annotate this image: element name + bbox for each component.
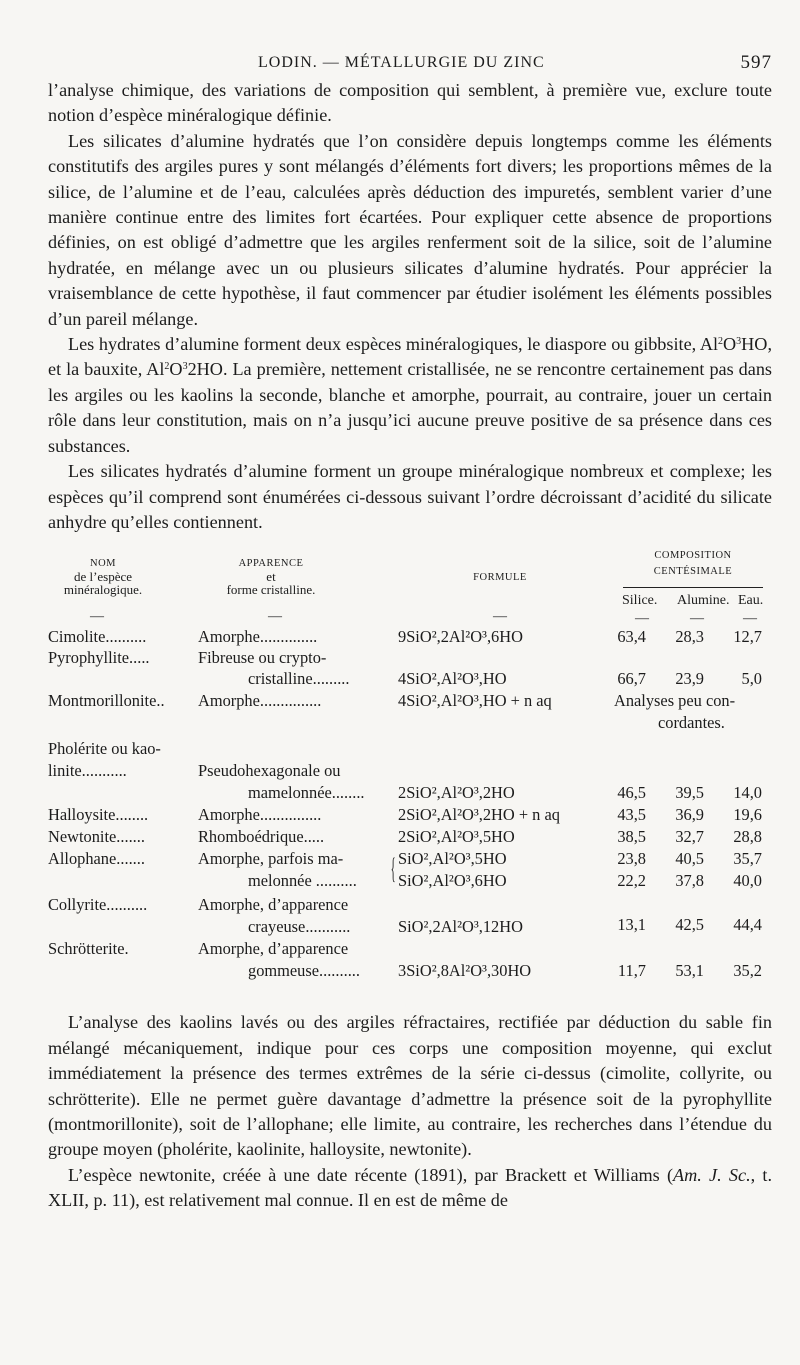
row-apparence: Amorphe............... <box>198 691 322 711</box>
row-formule: 2SiO²,Al²O³,5HO <box>398 827 515 847</box>
row-apparence-cont: cristalline......... <box>248 669 350 689</box>
row-alumine: 28,3 <box>675 627 704 647</box>
row-note: Analyses peu con- <box>614 691 736 711</box>
row-nom: Cimolite.......... <box>48 627 147 647</box>
row-nom: Halloysite........ <box>48 805 149 825</box>
row-alumine: 36,9 <box>675 805 704 825</box>
row-apparence: Amorphe, d’apparence <box>198 895 349 915</box>
row-eau: 44,4 <box>733 915 762 935</box>
row-formule: 4SiO²,Al²O³,HO + n aq <box>398 691 552 711</box>
row-eau: 35,7 <box>733 849 762 869</box>
row-alumine: 32,7 <box>675 827 704 847</box>
running-title: LODIN. — MÉTALLURGIE DU ZINC <box>258 54 545 71</box>
row-silice: 46,5 <box>617 783 646 803</box>
row-silice: 23,8 <box>617 849 646 869</box>
row-alumine: 23,9 <box>675 669 704 689</box>
row-silice: 63,4 <box>617 627 646 647</box>
row-formule: 2SiO²,Al²O³,2HO <box>398 783 515 803</box>
row-note-cont: cordantes. <box>658 713 725 733</box>
page-number: 597 <box>740 52 772 73</box>
row-apparence-cont: crayeuse........... <box>248 917 351 937</box>
header-nom: NOM de l’espèce minéralogique. <box>63 558 143 598</box>
paragraph-6: L’espèce newtonite, créée à une date récente (1891), par Brackett et Williams (Am. J. Sc., t. XLII, p. 11), est relativement mal connue. Il en est de même de <box>48 1164 772 1211</box>
header-alumine: Alumine. <box>677 593 730 609</box>
row-apparence: Amorphe, d’apparence <box>198 939 349 959</box>
header-eau: Eau. <box>738 593 764 609</box>
row-eau: 19,6 <box>733 805 762 825</box>
running-header <box>48 48 772 78</box>
row-alumine: 53,1 <box>675 961 704 981</box>
row-silice: 43,5 <box>617 805 646 825</box>
row-eau: 35,2 <box>733 961 762 981</box>
row-alumine-2: 37,8 <box>675 871 704 891</box>
silicates-table-end <box>48 939 772 988</box>
header-apparence: APPARENCE et forme cristalline. <box>226 558 316 598</box>
row-apparence: Amorphe............... <box>198 805 322 825</box>
row-silice-2: 22,2 <box>617 871 646 891</box>
row-eau-2: 40,0 <box>733 871 762 891</box>
row-apparence: Rhomboédrique..... <box>198 827 325 847</box>
header-silice: Silice. <box>622 593 658 609</box>
page <box>48 48 772 1214</box>
row-apparence: Fibreuse ou crypto- <box>198 648 327 668</box>
header-formule: FORMULE <box>473 572 527 584</box>
paragraph-4: Les silicates hydratés d’alumine forment un groupe minéralogique nombreux et complexe; les espèces qu’il comprend sont énumérées ci-dessous suivant l’ordre décroissant d’acidité du silicate anhydre qu’elles contiennent. <box>48 461 772 532</box>
row-formule: 2SiO²,Al²O³,2HO + n aq <box>398 805 560 825</box>
row-nom-cont: linite........... <box>48 761 127 781</box>
row-silice: 66,7 <box>617 669 646 689</box>
row-nom: Newtonite....... <box>48 827 145 847</box>
paragraph-5: L’analyse des kaolins lavés ou des argiles réfractaires, rectifiée par déduction du sable fin mélangé mécaniquement, indique pour ces corps une composition moyenne, qui exclut immédiatement la présence des termes extrêmes de la série ci-dessus (cimolite, collyrite, ou schrötterite). Elle ne permet guère davantage d’admettre la présence soit de la pyrophyllite (montmorillonite), soit de l’allophane; elle limite, au contraire, les recherches dans l’étendue du groupe moyen (pholérite, kaolinite, halloysite, newtonite). <box>48 1012 772 1160</box>
brace: { <box>390 852 396 886</box>
row-formule: 9SiO²,2Al²O³,6HO <box>398 627 523 647</box>
paragraph-3: Les hydrates d’alumine forment deux espèces minéralogiques, le diaspore ou gibbsite, $Al^2O^3HO$, et la bauxite, $Al^2O^32HO$. La première, nettement cristallisée, ne se rencontre certainement pas dans les argiles ou les kaolins la seconde, blanche et amorphe, pourrait, au contraire, jouer un certain rôle dans leur constitution, mais on n’a jusqu’ici aucune preuve positive de sa présence dans ces substances. <box>48 334 773 456</box>
row-apparence-cont: mamelonnée........ <box>248 783 365 803</box>
row-nom: Pholérite ou kao- <box>48 739 161 759</box>
paragraph-2: Les silicates d’alumine hydratés que l’on considère depuis longtemps comme les éléments constitutifs des argiles pures y sont mélangés d’éléments fort divers; les proportions mêmes de la silice, de l’alumine et de l’eau, calculées après déduction des impuretés, semblent varier d’une manière continue entre des limites fort écartées. Pour expliquer cette absence de proportions définies, on est obligé d’admettre que les argiles renferment soit de la silice, soit de l’alumine hydratée, en mélange avec un ou plusieurs silicates d’alumine hydratés. Pour apprécier la vraisemblance de cette hypothèse, il faut commencer par étudier isolément les éléments possibles d’un pareil mélange. <box>48 130 772 329</box>
row-nom: Pyrophyllite..... <box>48 648 150 668</box>
row-nom: Schrötterite. <box>48 939 129 959</box>
row-formule: 3SiO²,8Al²O³,30HO <box>398 961 532 981</box>
row-nom: Allophane....... <box>48 849 145 869</box>
row-silice: 11,7 <box>617 961 646 981</box>
row-nom: Collyrite.......... <box>48 895 148 915</box>
row-apparence: Amorphe, parfois ma- <box>198 849 344 869</box>
row-nom: Montmorillonite.. <box>48 691 165 711</box>
silicates-table: NOM de l’espèce minéralogique. APPARENCE et forme cristalline. FORMULE COMPOSITION CENTÉSIMALE Silice. Alumine. Eau. — — — — — — Cimolite.......... Amorphe.............. 9SiO²,2Al²O³,6HO 63,4 28,3 12,7 Pyrophyllite..... Fibreuse ou crypto- cristalline......... 4SiO²,Al²O³,HO 66,7 23,9 5,0 Montmorillonite.. Amorphe............... 4SiO²,Al²O³,HO + n aq Analyses peu con- cordantes. Pholérite ou kao- linite........... Pseudohexagonale ou mamelonnée........ 2SiO²,Al²O³,2HO 46,5 39,5 14,0 Halloysite........ Amorphe............... 2SiO²,Al²O³,2HO + n aq 43,5 36,9 19,6 Newtonite....... Rhomboédrique..... 2SiO²,Al²O³,5HO 38,5 32,7 28,8 Allophane....... Amorphe, parfois ma- melonnée .......... { SiO²,Al²O³,5HO SiO²,Al²O³,6HO 23,8 40,5 35,7 22,2 37,8 40,0 Collyrite.......... Amorphe, d’apparence crayeuse........... SiO²,2Al²O³,12HO 13,1 42,5 44,4 <box>48 549 772 944</box>
paragraph-1: l’analyse chimique, des variations de composition qui semblent, à première vue, exclure toute notion d’espèce minéralogique définie. <box>48 80 772 126</box>
row-eau: 5,0 <box>741 669 762 689</box>
row-eau: 28,8 <box>733 827 762 847</box>
row-apparence-cont: melonnée .......... <box>248 871 357 891</box>
row-eau: 12,7 <box>733 627 762 647</box>
row-alumine: 39,5 <box>675 783 704 803</box>
row-formule: SiO²,2Al²O³,12HO <box>398 917 523 937</box>
row-formule-2: SiO²,Al²O³,6HO <box>398 871 507 891</box>
row-formule: 4SiO²,Al²O³,HO <box>398 669 507 689</box>
row-apparence: Pseudohexagonale ou <box>198 761 341 781</box>
row-apparence: Amorphe.............. <box>198 627 318 647</box>
row-eau: 14,0 <box>733 783 762 803</box>
row-alumine: 42,5 <box>675 915 704 935</box>
row-silice: 38,5 <box>617 827 646 847</box>
row-formule: SiO²,Al²O³,5HO <box>398 849 507 869</box>
row-apparence-cont: gommeuse.......... <box>248 961 360 981</box>
row-alumine: 40,5 <box>675 849 704 869</box>
row-silice: 13,1 <box>617 915 646 935</box>
header-composition: COMPOSITION CENTÉSIMALE <box>653 550 733 578</box>
